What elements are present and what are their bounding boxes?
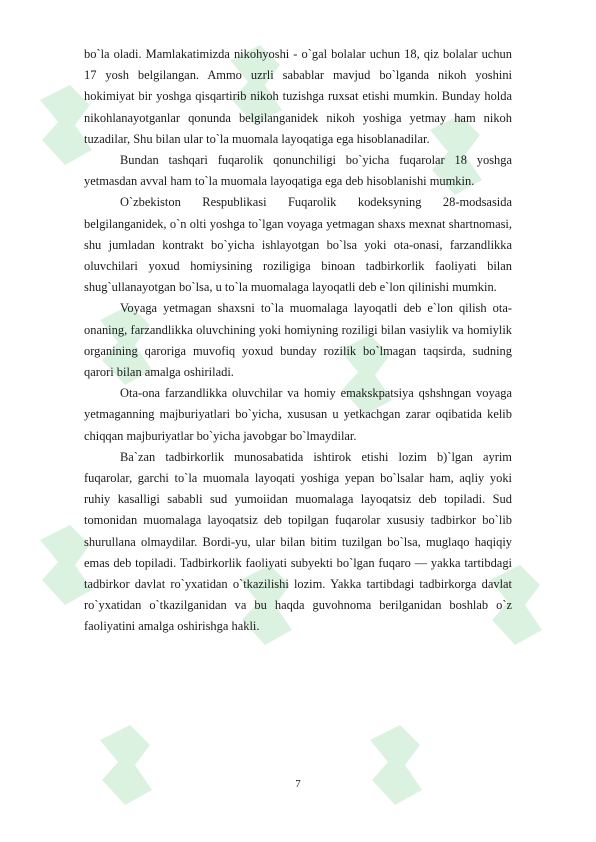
paragraph-3: O`zbekiston Respublikasi Fuqarolik kodeksyning 28-modsasida belgilanganidek, o`n olti yoshga to`lgan voyaga yetmagan shaxs mexnat shartnomasi, shu jumladan kontrakt bo`yicha ishlayotgan bo`lsa yoki ota-onasi, farzandlikka oluvchilari yoxud homiysining roziligiga binoan tadbirkorlik faoliyati bilan shug`ullanayotgan bo`lsa, u to`la muomalaga layoqatli deb e`lon qilinishi mumkin.: [84, 195, 512, 295]
watermark-logo-icon: [360, 720, 430, 810]
paragraph-5: Ota-ona farzandlikka oluvchilar va homiy emakskpatsiya qshshngan voyaga yetmaganning majburiyatlari bo`yicha, xususan u yetkachgan zarar oqibatida kelib chiqqan majburiyatlar bo`yicha javobgar bo`lmaydilar.: [84, 386, 512, 443]
watermark-logo-icon: [90, 720, 160, 810]
paragraph-4: Voyaga yetmagan shaxsni to`la muomalaga layoqatli deb e`lon qilish ota-onaning, farzandlikka oluvchining yoki homiyning roziligi bilan vasiylik va homiylik organining qaroriga muvofiq yoxud bunday rozilik bo`lmagan taqsirda, sudning qarori bilan amalga oshiriladi.: [84, 301, 512, 380]
document-body: [84, 44, 512, 638]
page-number: 7: [295, 778, 301, 790]
paragraph-6: Ba`zan tadbirkorlik munosabatida ishtirok etishi lozim b)`lgan ayrim fuqarolar, garchi to`la muomala layoqati yoshiga yepan bo`lsalar ham, aqliy yoki ruhiy kasalligi sababli sud yumoiidan muomalaga layoqatsiz deb topiladi. Sud tomonidan muomalaga layoqatsiz deb topilgan fuqarolar xususiy tadbirkor bo`lib shurullana olmaydilar. Bordi-yu, ular bilan bitim tuzilgan bo`lsa, muglaqo haqiqiy emas deb topiladi. Tadbirkorlik faoliyati subyekti bo`lgan fuqaro — yakka tartibdagi tadbirkor davlat ro`yxatidan o`tkazilishi lozim. Yakka tartibdagi tadbirkorga davlat ro`yxatidan o`tkazilganidan va bu haqda guvohnoma berilganidan boshlab o`z faoliyatini amalga oshirishga hakli.: [84, 449, 512, 634]
paragraph-1: bo`la oladi. Mamlakatimizda nikohyoshi - o`gal bolalar uchun 18, qiz bolalar uchun 17 yosh belgilangan. Ammo uzrli sabablar mavjud bo`lganda nikoh yoshini hokimiyat bir yoshga qisqartirib nikoh tuzishga ruxsat etishi mumkin. Bunday holda nikohlanayotganlar qonunda belgilanganidek nikoh yoshiga yetmay ham nikoh tuzadilar, Shu bilan ular to`la muomala layoqatiga ega hisoblanadilar.: [84, 47, 512, 146]
paragraph-2: Bundan tashqari fuqarolik qonunchiligi bo`yicha fuqarolar 18 yoshga yetmasdan avval ham to`la muomala layoqatiga ega deb hisoblanishi mumkin.: [84, 153, 512, 189]
